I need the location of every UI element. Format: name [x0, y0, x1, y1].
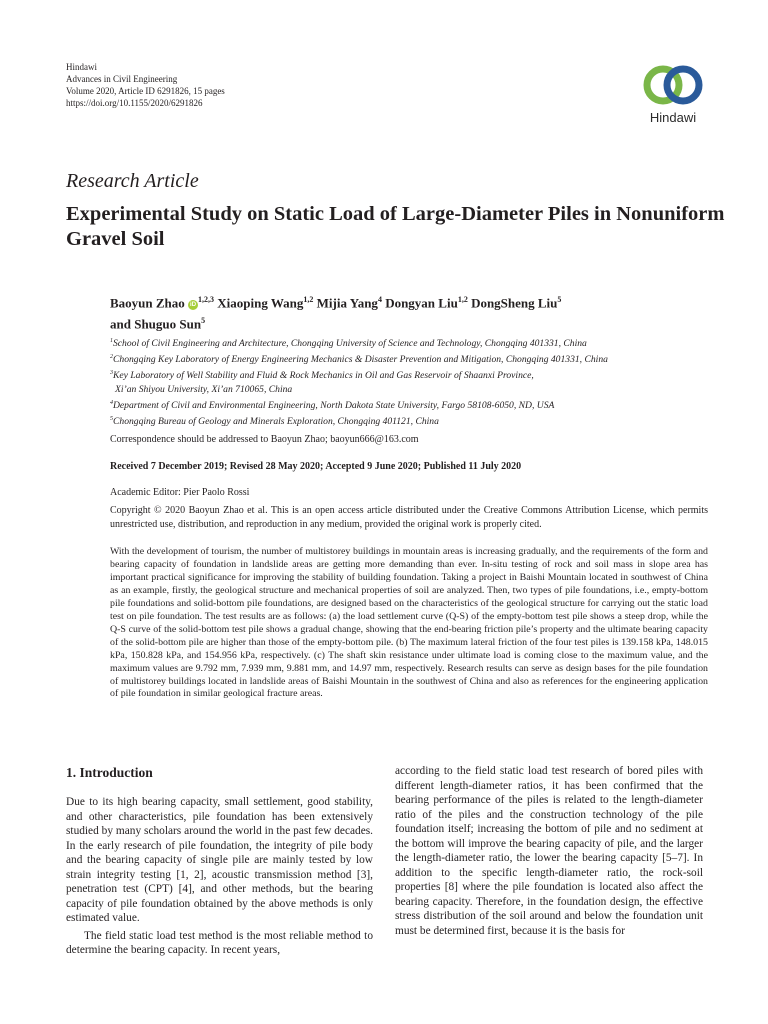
affiliation-number: 5 — [110, 415, 113, 422]
author-name: Baoyun Zhao — [110, 295, 185, 311]
journal-metadata — [66, 61, 225, 109]
affiliation-continuation: Xi’an Shiyou University, Xi’an 710065, China — [115, 383, 293, 395]
affiliation-number: 4 — [110, 399, 113, 406]
author-name: Mijia Yang — [316, 295, 378, 311]
publisher-name: Hindawi — [66, 62, 97, 72]
volume-line: Volume 2020, Article ID 6291826, 15 pages — [66, 86, 225, 96]
author-name: Dongyan Liu — [385, 295, 458, 311]
author-list — [110, 291, 720, 334]
author-name: and Shuguo Sun — [110, 316, 202, 332]
affiliation-number: 1 — [110, 338, 113, 344]
hindawi-logo-icon — [641, 62, 705, 108]
publication-dates: Received 7 December 2019; Revised 28 May 2020; Accepted 9 June 2020; Published 11 July 2020 — [110, 461, 522, 472]
body-paragraph: according to the field static load test research of bored piles with different length-diameter ratios, it has been confirmed that the bearing performance of the piles is related to the length-diameter ratio of the piles and the construction technology of the pile foundation itself; increasing the bottom of pile and no sediment at the bottom will improve the bearing capacity of pile, and the larger the length-diameter ratio, the lower the bearing capacity [5–7]. In addition to the specific length-diameter ratio, the rock-soil properties [8] where the pile foundation is located also affect the bearing capacity. Therefore, in the foundation design, the effective stress distribution of the soil around and below the foundation unit must be determined first, because it is the basis for — [395, 765, 703, 938]
copyright-notice: Copyright © 2020 Baoyun Zhao et al. This is an open access article distributed under the Creative Commons Attribution License, which permits unrestricted use, distribution, and reproduction in any medium, provided the original work is properly cited. — [110, 505, 708, 530]
section-heading: 1. Introduction — [66, 765, 153, 780]
body-column-right — [395, 764, 703, 939]
affiliation-text: Chongqing Key Laboratory of Energy Engineering Mechanics & Disaster Prevention and Mitigation, Chongqing 401331, China — [113, 354, 608, 366]
logo-wordmark: Hindawi — [649, 110, 697, 125]
affiliation-text: Chongqing Bureau of Geology and Minerals Exploration, Chongqing 401121, China — [113, 415, 439, 427]
affiliation-item — [110, 413, 720, 429]
hindawi-logo — [636, 62, 710, 125]
author-affiliation-ref: 4 — [377, 295, 382, 304]
affiliation-number: 3 — [110, 369, 113, 376]
correspondence-note: Correspondence should be addressed to Baoyun Zhao; baoyun666@163.com — [110, 434, 419, 445]
affiliation-text: Department of Civil and Environmental Engineering, North Dakota State University, Fargo 58108-6050, ND, USA — [113, 399, 555, 411]
author-affiliation-ref: 1,2,3 — [198, 295, 215, 304]
journal-name: Advances in Civil Engineering — [66, 74, 178, 84]
affiliation-text: Key Laboratory of Well Stability and Fluid & Rock Mechanics in Oil and Gas Reservoir of Shaanxi Province, — [113, 370, 534, 382]
author-name: DongSheng Liu — [471, 295, 558, 311]
affiliation-item — [110, 367, 720, 383]
body-paragraph: Due to its high bearing capacity, small settlement, good stability, and other characteristics, pile foundation has been extensively studied by many scholars around the world in the past few decades. In the early research of pile foundation, the integrity of pile body and the bearing capacity of single pile are mainly tested by low strain integrity testing [1, 2], acoustic transmission method [3], penetration test (CPT) [4], and other methods, but the bearing capacity of pile foundation obtained by the above methods is only estimated value. — [66, 796, 373, 925]
affiliation-item — [110, 397, 720, 413]
orcid-icon[interactable]: iD — [190, 302, 197, 309]
author-affiliation-ref: 1,2 — [303, 295, 314, 304]
affiliation-list — [110, 335, 720, 429]
academic-editor: Academic Editor: Pier Paolo Rossi — [110, 487, 250, 498]
body-column-left — [66, 765, 373, 958]
doi-link[interactable]: https://doi.org/10.1155/2020/6291826 — [66, 98, 203, 108]
paper-title: Experimental Study on Static Load of Large-Diameter Piles in Nonuniform Gravel Soil — [66, 203, 725, 250]
affiliation-number: 2 — [110, 353, 113, 360]
article-type: Research Article — [66, 170, 199, 192]
body-paragraph: The field static load test method is the most reliable method to determine the bearing capacity. In recent years, — [66, 929, 373, 957]
affiliation-text: School of Civil Engineering and Architecture, Chongqing University of Science and Technology, Chongqing 401331, China — [113, 338, 587, 350]
abstract: With the development of tourism, the number of multistorey buildings in mountain areas is increasing gradually, and the requirements of the form and bearing capacity of foundation in landslide areas are getting more demanding than ever. In-situ testing of rock and soil mass in slope area has important practical significance for improving the stability of building foundation. Taking a project in Baishi Mountain located in southwest of China as an example, firstly, the geological structure and mechanical properties of soil are analyzed. Then, two types of pile foundations, i.e., empty-bottom pile foundations and solid-bottom pile foundations, are designed based on the characteristics of the geological structure for carrying out the static load test on pile foundation. The test results are as follows: (a) the load settlement curve (Q-S) of the empty-bottom test pile shows a steep drop, while the Q-S curve of the solid-bottom test pile shows a gradual change, showing that the end-bearing friction pile’s property and the ultimate bearing capacity of the solid-bottom pile are higher than those of the empty-bottom pile. (b) The maximum lateral friction of the four test piles is 139.158 kPa, 148.015 kPa, 150.828 kPa, and 154.956 kPa, respectively. (c) The shaft skin resistance under ultimate load is coming close to the maximum value, and the maximum values are 9.792 mm, 7.939 mm, 9.881 mm, and 14.97 mm, respectively. Research results can serve as design bases for the pile foundation of multistorey buildings located in landslide areas of Baishi Mountain in the southwest of China and also as references for the engineering application of pile foundation in similar geological fracture areas. — [110, 546, 708, 700]
author-affiliation-ref: 1,2 — [457, 295, 468, 304]
author-affiliation-ref: 5 — [557, 295, 562, 304]
affiliation-item — [110, 335, 720, 351]
author-name: Xiaoping Wang — [217, 295, 304, 311]
logo-ring-right — [667, 69, 699, 101]
affiliation-item — [110, 351, 720, 367]
author-affiliation-ref: 5 — [201, 316, 206, 326]
